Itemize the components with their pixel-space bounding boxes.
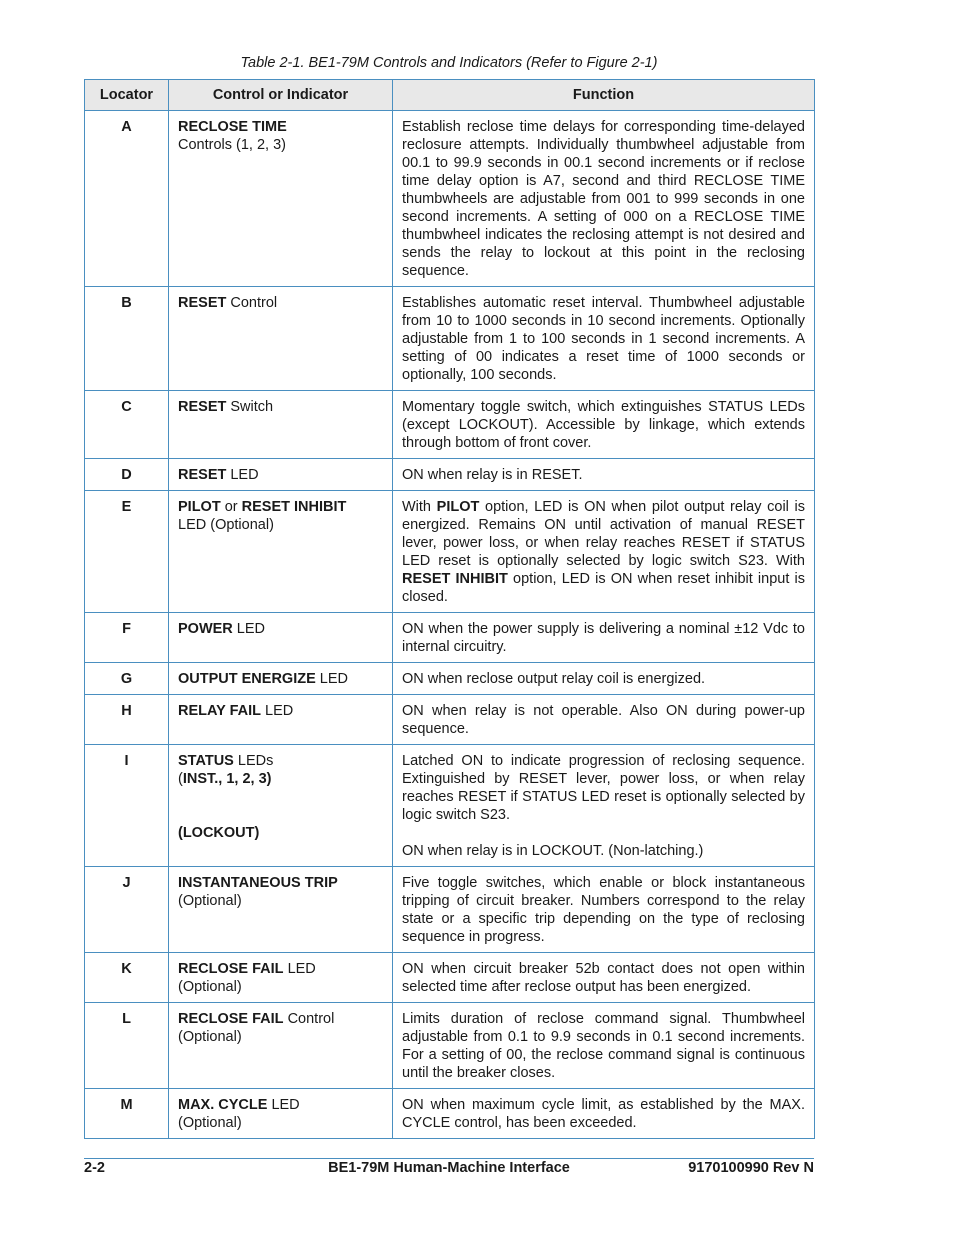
table-row [85,695,815,745]
table-row [85,745,815,867]
control-cell [169,953,393,1003]
text-run: ON when circuit breaker 52b contact does not open within selected time after reclose output has been energized. [402,961,805,995]
bold-term: RESET INHIBIT [241,499,347,515]
locator-cell: J [85,867,169,953]
bold-term: RELAY FAIL [178,703,261,719]
control-cell [169,613,393,663]
text-run: option, LED is ON when reset inhibit input is closed. [402,571,806,605]
locator-cell: H [85,695,169,745]
bold-term: RESET INHIBIT [402,571,508,587]
bold-term: INST., 1, 2, 3) [182,771,272,787]
locator-cell: F [85,613,169,663]
bold-term: STATUS [178,753,234,769]
table-row [85,391,815,459]
control-cell [169,867,393,953]
table-row [85,287,815,391]
locator-cell: L [85,1003,169,1089]
locator-cell: G [85,663,169,695]
text-run: option, LED is ON when pilot output relay coil is energized. Remains ON until activation of manual RESET lever, power loss, or when relay reaches RESET if STATUS LED reset is optionally selected by logic switch S23. With [402,499,806,569]
header-control-or-indicator: Control or Indicator [169,80,393,111]
bold-term: RECLOSE FAIL [178,1011,284,1027]
table-row [85,111,815,287]
footer-doc-number: 9170100990 Rev N [688,1160,814,1176]
function-cell [393,491,815,613]
bold-term: INSTANTANEOUS TRIP [178,875,338,891]
control-cell [169,663,393,695]
function-cell [393,613,815,663]
table-row [85,867,815,953]
table-body [85,111,815,1139]
text-run: ON when reclose output relay coil is energized. [402,671,706,687]
function-cell [393,663,815,695]
text-run: (Optional) [178,893,242,909]
control-cell [169,745,393,867]
control-cell [169,695,393,745]
table-row [85,953,815,1003]
table-row [85,663,815,695]
bold-term: MAX. CYCLE [178,1097,268,1113]
bold-term: (LOCKOUT) [178,825,260,841]
control-cell [169,111,393,287]
table-row [85,1003,815,1089]
locator-cell: K [85,953,169,1003]
control-cell [169,1089,393,1139]
table-caption: Table 2-1. BE1-79M Controls and Indicators (Refer to Figure 2-1) [240,55,658,71]
text-run: (Optional) [178,1115,242,1131]
text-run: (Optional) [178,979,242,995]
text-run: Control [283,1011,335,1027]
spacer [178,788,384,806]
locator-cell: M [85,1089,169,1139]
bold-term: RESET [178,295,227,311]
text-run: Establish reclose time delays for corresponding time-delayed reclosure attempts. Individually thumbwheel adjustable from 00.1 to 99.9 seconds in 00.1 second increments or if reclose time delay option is A7, second and third RECLOSE TIME thumbwheels are adjustable from 001 to 999 seconds in one second increments. A setting of 000 on a RECLOSE TIME thumbwheel indicates the reclosing attempt is not desired and sends the relay to lockout at this point in the reclosing sequence. [402,119,805,279]
text-run: LEDs [233,753,274,769]
text-run: ON when the power supply is delivering a nominal ±12 Vdc to internal circuitry. [402,621,805,655]
bold-term: RESET [178,467,227,483]
text-run: LED [283,961,316,977]
function-cell [393,391,815,459]
text-run: Control [226,295,278,311]
locator-cell: D [85,459,169,491]
text-run: Five toggle switches, which enable or block instantaneous tripping of circuit breaker. Numbers correspond to the relay state or a specific trip depending on the type of reclosing sequence in progress. [402,875,805,945]
function-cell [393,111,815,287]
footer-rule [84,1158,814,1159]
text-run: ON when relay is in RESET. [402,467,583,483]
footer-title: BE1-79M Human-Machine Interface [328,1160,570,1176]
function-cell [393,953,815,1003]
text-run: Latched ON to indicate progression of reclosing sequence. Extinguished by RESET lever, power loss, or when relay reaches RESET if STATUS LED reset is optionally selected by logic switch S23. [402,753,805,823]
function-cell [393,1089,815,1139]
control-cell [169,459,393,491]
text-run: LED [261,703,294,719]
bold-term: RESET [178,399,227,415]
footer-page-number: 2-2 [84,1160,105,1176]
text-run: With [402,499,437,515]
locator-cell: A [85,111,169,287]
controls-indicators-table [84,79,815,1139]
text-run: Limits duration of reclose command signal. Thumbwheel adjustable from 0.1 to 9.9 seconds in 0.1 second increments. For a setting of 00, the reclose command signal is continuous until the breaker closes. [402,1011,805,1081]
header-locator: Locator [85,80,169,111]
spacer [402,824,805,842]
text-run: Establishes automatic reset interval. Thumbwheel adjustable from 10 to 1000 seconds in 10 second increments. Optionally adjustable from 1 to 100 seconds in 1 second increments. A setting of 00 indicates a reset time of 1000 seconds or optionally, 100 seconds. [402,295,805,383]
text-run: Switch [226,399,274,415]
text-run: Momentary toggle switch, which extinguishes STATUS LEDs (except LOCKOUT). Accessible by linkage, which extends through bottom of front cover. [402,399,805,451]
text-run: (Optional) [178,1029,242,1045]
text-run: ( [178,771,183,787]
text-run: LED [232,621,266,637]
text-run: LED [267,1097,300,1113]
table-header-row [85,80,815,111]
function-cell [393,459,815,491]
text-run: ON when maximum cycle limit, as established by the MAX. CYCLE control, has been exceeded. [402,1097,805,1131]
text-run: ON when relay is not operable. Also ON during power-up sequence. [402,703,805,737]
function-cell [393,867,815,953]
locator-cell: E [85,491,169,613]
text-run: ON when relay is in LOCKOUT. (Non-latching.) [402,843,704,859]
text-run: LED [315,671,349,687]
text-run: or [220,499,242,515]
bold-term: PILOT [436,499,480,515]
function-cell [393,695,815,745]
locator-cell: C [85,391,169,459]
table-row [85,459,815,491]
bold-term: RECLOSE TIME [178,119,287,135]
text-run: Controls (1, 2, 3) [178,137,286,153]
header-function: Function [393,80,815,111]
table-row [85,613,815,663]
bold-term: RECLOSE FAIL [178,961,284,977]
table-row [85,491,815,613]
text-run: LED [226,467,259,483]
function-cell [393,745,815,867]
control-cell [169,491,393,613]
control-cell [169,287,393,391]
bold-term: POWER [178,621,233,637]
spacer [178,806,384,824]
bold-term: OUTPUT ENERGIZE [178,671,316,687]
control-cell [169,1003,393,1089]
bold-term: PILOT [178,499,221,515]
locator-cell: B [85,287,169,391]
table-row [85,1089,815,1139]
control-cell [169,391,393,459]
text-run: LED (Optional) [178,517,274,533]
function-cell [393,1003,815,1089]
locator-cell: I [85,745,169,867]
function-cell [393,287,815,391]
